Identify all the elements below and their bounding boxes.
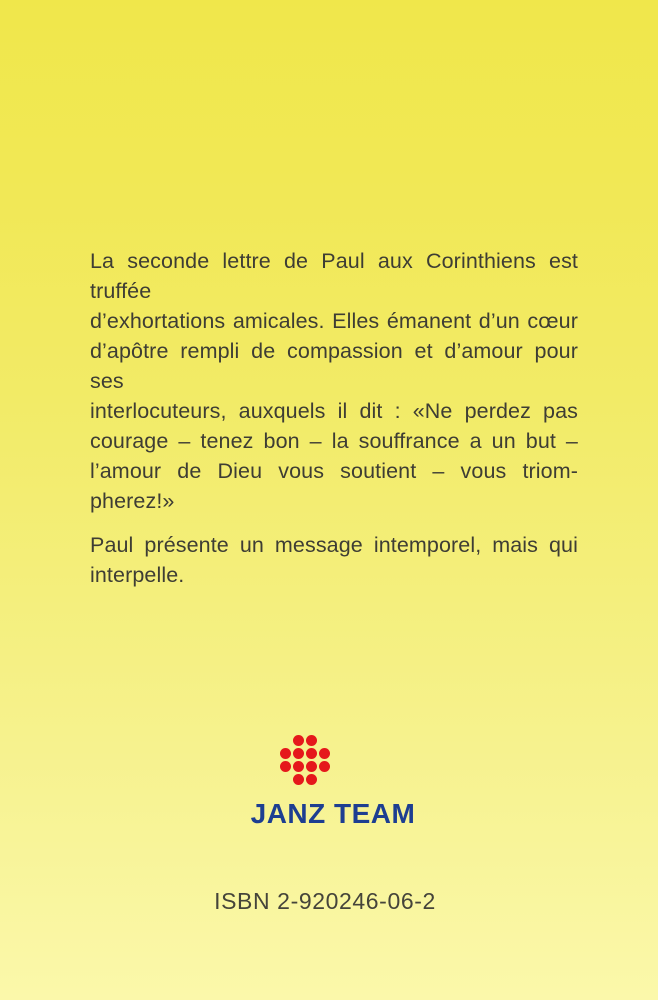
logo-dot bbox=[293, 774, 304, 785]
blurb-line: l’amour de Dieu vous soutient – vous triom- bbox=[90, 459, 578, 483]
brand-wordmark: JANZ TEAM bbox=[250, 798, 416, 829]
logo-dot bbox=[280, 748, 291, 759]
logo-dot bbox=[319, 748, 330, 759]
blurb-line: Paul présente un message intemporel, mais qui bbox=[90, 533, 578, 557]
blurb-line: interpelle. bbox=[90, 563, 185, 587]
logo-dot bbox=[319, 761, 330, 772]
logo-dot-row bbox=[279, 747, 331, 760]
logo-dot bbox=[306, 761, 317, 772]
blurb-line: d’exhortations amicales. Elles émanent d’un cœur bbox=[90, 309, 578, 333]
logo-dot bbox=[280, 761, 291, 772]
logo-dot bbox=[293, 761, 304, 772]
janz-team-dots-icon bbox=[0, 734, 634, 786]
logo-dot-row bbox=[279, 760, 331, 773]
blurb-line: interlocuteurs, auxquels il dit : «Ne perdez pas bbox=[90, 399, 578, 423]
blurb-line: d’apôtre rempli de compassion et d’amour pour ses bbox=[90, 339, 578, 393]
logo-dot-row bbox=[292, 773, 318, 786]
blurb-line: pherez!» bbox=[90, 489, 175, 513]
logo-dot bbox=[293, 735, 304, 746]
blurb-line: courage – tenez bon – la souffrance a un but – bbox=[90, 429, 578, 453]
blurb-line: La seconde lettre de Paul aux Corinthiens est truffée bbox=[90, 249, 578, 303]
isbn-number: ISBN 2-920246-06-2 bbox=[214, 888, 436, 914]
logo-dot-row bbox=[292, 734, 318, 747]
logo-dot bbox=[306, 774, 317, 785]
logo-dot bbox=[306, 735, 317, 746]
logo-dot bbox=[293, 748, 304, 759]
logo-dot bbox=[306, 748, 317, 759]
blurb-text bbox=[90, 246, 578, 590]
